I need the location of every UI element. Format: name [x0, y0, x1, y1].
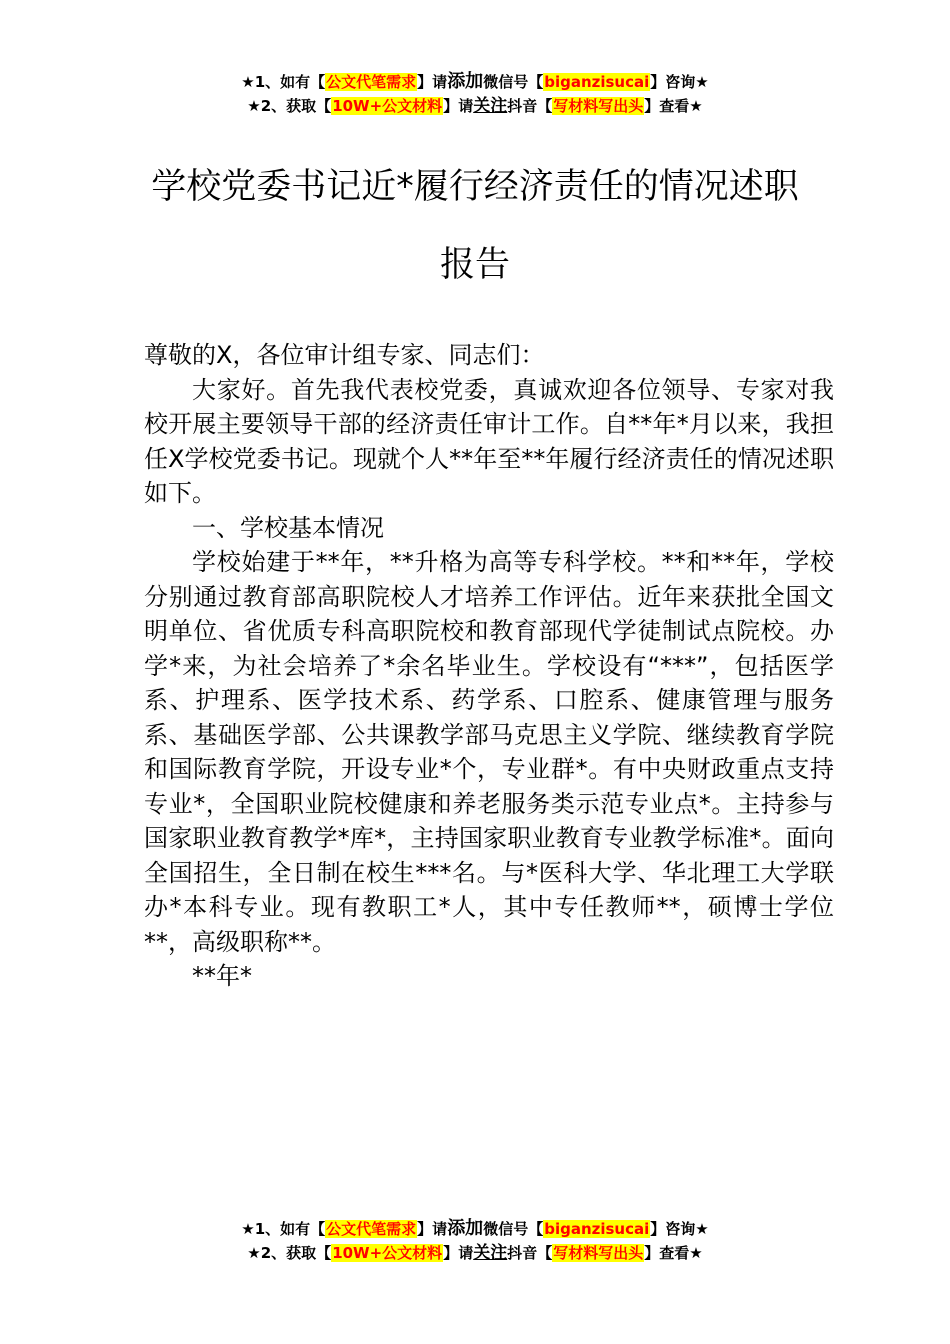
promo-text: 抖音【 — [507, 97, 553, 115]
paragraph: 大家好。首先我代表校党委，真诚欢迎各位领导、专家对我校开展主要领导干部的经济责任审计工作。自**年*月以来，我担任X学校党委书记。现就个人**年至**年履行经济责任的情况述职如下。 — [144, 375, 834, 507]
promo-highlight: 公文代笔需求 — [326, 1220, 417, 1238]
promo-text: 微信号【 — [483, 1220, 544, 1238]
title-line-1: 学校党委书记近*履行经济责任的情况述职 — [151, 167, 799, 207]
promo-text: ★2、获取【 — [247, 97, 332, 115]
promo-text: 】请 — [443, 1244, 474, 1262]
promo-banner-top — [0, 70, 950, 118]
promo-line-2 — [0, 1241, 950, 1265]
promo-text: 】查看★ — [644, 1244, 703, 1262]
promo-text: 】咨询★ — [650, 73, 709, 91]
promo-text: 】请 — [417, 1220, 448, 1238]
paragraph: 学校始建于**年，**升格为高等专科学校。**和**年，学校分别通过教育部高职院校人才培养工作评估。近年来获批全国文明单位、省优质专科高职院校和教育部现代学徒制试点院校。办学*来，为社会培养了*余名毕业生。学校设有“***”，包括医学系、护理系、医学技术系、药学系、口腔系、健康管理与服务系、基础医学部、公共课教学部马克思主义学院、继续教育学院和国际教育学院，开设专业*个，专业群*。有中央财政重点支持专业*，全国职业院校健康和养老服务类示范专业点*。主持参与国家职业教育教学*库*，主持国家职业教育专业教学标准*。面向全国招生，全日制在校生***名。与*医科大学、华北理工大学联办*本科专业。现有教职工*人，其中专任教师**，硕博士学位**，高级职称**。 — [144, 548, 834, 956]
document-body — [144, 338, 834, 994]
promo-highlight: 10W+公文材料 — [332, 1244, 443, 1262]
promo-line-1 — [0, 70, 950, 94]
promo-line-2 — [0, 94, 950, 118]
promo-wechat-id: biganzisucai — [544, 73, 650, 91]
promo-text: 】请 — [443, 97, 474, 115]
promo-text: ★1、如有【 — [241, 73, 326, 91]
promo-highlight: 公文代笔需求 — [326, 73, 417, 91]
promo-emphasis: 关注 — [473, 96, 508, 116]
promo-douyin-id: 写材料写出头 — [553, 97, 644, 115]
promo-banner-bottom — [0, 1217, 950, 1265]
promo-emphasis: 添加 — [447, 1218, 484, 1239]
section-heading: 一、学校基本情况 — [192, 513, 384, 542]
promo-wechat-id: biganzisucai — [544, 1220, 650, 1238]
promo-text: ★2、获取【 — [247, 1244, 332, 1262]
promo-text: 微信号【 — [483, 73, 544, 91]
promo-text: 】查看★ — [644, 97, 703, 115]
promo-line-1 — [0, 1217, 950, 1241]
promo-text: 】请 — [417, 73, 448, 91]
promo-text: 抖音【 — [507, 1244, 553, 1262]
paragraph: **年* — [192, 962, 252, 990]
promo-douyin-id: 写材料写出头 — [553, 1244, 644, 1262]
document-title — [0, 148, 950, 304]
promo-text: 】咨询★ — [650, 1220, 709, 1238]
promo-emphasis: 关注 — [473, 1243, 508, 1263]
promo-highlight: 10W+公文材料 — [332, 97, 443, 115]
salutation: 尊敬的X，各位审计组专家、同志们： — [144, 341, 545, 369]
promo-emphasis: 添加 — [447, 71, 484, 92]
promo-text: ★1、如有【 — [241, 1220, 326, 1238]
title-line-2: 报告 — [439, 245, 510, 285]
